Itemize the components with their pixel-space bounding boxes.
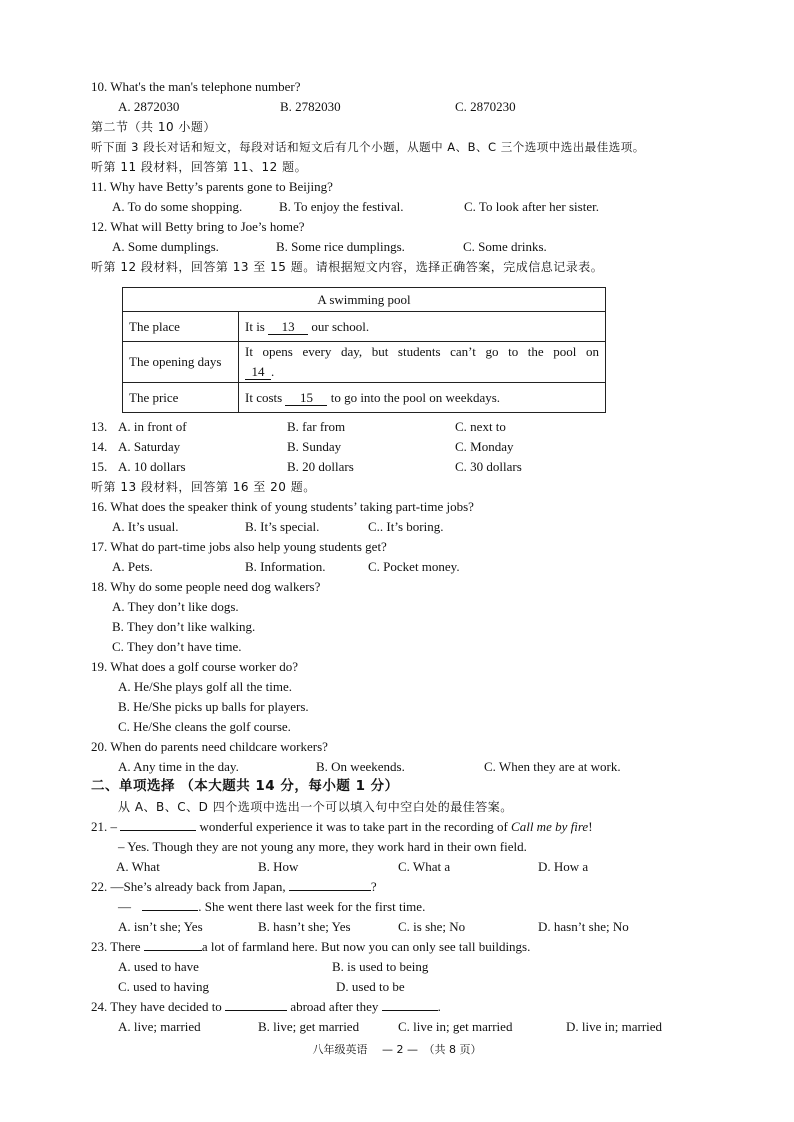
q10-option-a: A. 2872030 [118, 99, 180, 114]
q23-option-a: A. used to have [118, 959, 199, 974]
q10-option-c: C. 2870230 [455, 99, 516, 114]
part2-title: 二、单项选择 （本大题共 14 分，每小题 1 分） [91, 778, 399, 794]
q14-option-c: C. Monday [455, 439, 514, 454]
q19-option-c: C. He/She cleans the golf course. [118, 719, 291, 734]
q22-pre: 22. —She’s already back from Japan, [91, 879, 286, 894]
table-row-price-value [239, 383, 606, 413]
q19-option-b: B. He/She picks up balls for players. [118, 699, 309, 714]
q18-option-a: A. They don’t like dogs. [112, 599, 239, 614]
blank-13: 13 [268, 320, 308, 335]
q24-option-c: C. live in; get married [398, 1019, 513, 1034]
q11-stem: 11. Why have Betty’s parents gone to Beijing? [91, 179, 333, 194]
table-opening-days-text: It opens every day, but students can’t go to the pool on [245, 344, 599, 359]
table-row-opening-days-value [239, 342, 606, 383]
table-row-place-label: The place [123, 312, 239, 342]
q19-option-a: A. He/She plays golf all the time. [118, 679, 293, 694]
q22-option-c: C. is she; No [398, 919, 466, 934]
q17-option-a: A. Pets. [112, 559, 153, 574]
q24-option-b: B. live; get married [258, 1019, 360, 1034]
q11-option-a: A. To do some shopping. [112, 199, 243, 214]
q22-option-a: A. isn’t she; Yes [118, 919, 203, 934]
q23-blank [144, 950, 202, 951]
q22-option-b: B. hasn’t she; Yes [258, 919, 351, 934]
q16-option-c: C.. It’s boring. [368, 519, 444, 534]
q19-stem: 19. What does a golf course worker do? [91, 659, 298, 674]
table-row-opening-days-label: The opening days [123, 342, 239, 383]
q10-stem: 10. What's the man's telephone number? [91, 79, 301, 94]
q13-option-c: C. next to [455, 419, 506, 434]
q20-option-c: C. When they are at work. [484, 759, 621, 774]
q22-reply-text: . She went there last week for the first time. [198, 899, 426, 914]
blank-14: 14 [245, 365, 271, 380]
table-price-post: to go into the pool on weekdays. [330, 389, 501, 405]
q23-option-d: D. used to be [336, 979, 405, 994]
table-opening-days-post: . [271, 364, 275, 379]
q21-option-b: B. How [258, 859, 299, 874]
table-title: A swimming pool [123, 288, 606, 312]
q22-option-d: D. hasn’t she; No [538, 919, 629, 934]
q12-option-b: B. Some rice dumplings. [276, 239, 405, 254]
material11-heading: 听第 11 段材料，回答第 11、12 题。 [91, 160, 308, 174]
q14-number: 14. [91, 439, 108, 454]
q24-pre: 24. They have decided to [91, 999, 222, 1014]
q20-option-a: A. Any time in the day. [118, 759, 239, 774]
q15-option-a: A. 10 dollars [118, 459, 186, 474]
q22-blank-2 [142, 910, 198, 911]
q23-post: a lot of farmland here. But now you can only see tall buildings. [201, 939, 531, 954]
q22-reply-dash: — [118, 899, 131, 914]
q23-pre: 23. There [91, 939, 141, 954]
table-price-pre: It costs [245, 389, 283, 405]
section2-title: 第二节（共 10 小题） [91, 120, 216, 134]
q24-stem [91, 999, 441, 1015]
page-footer: 八年级英语 — 2 — （共 8 页） [312, 1043, 482, 1056]
q21-pre: 21. – [91, 819, 117, 834]
q18-stem: 18. Why do some people need dog walkers? [91, 579, 321, 594]
q12-stem: 12. What will Betty bring to Joe’s home? [91, 219, 305, 234]
q12-option-a: A. Some dumplings. [112, 239, 219, 254]
q18-option-c: C. They don’t have time. [112, 639, 242, 654]
part2-instruction: 从 A、B、C、D 四个选项中选出一个可以填入句中空白处的最佳答案。 [118, 800, 513, 814]
q21-option-d: D. How a [538, 859, 589, 874]
q24-blank-2 [382, 1010, 438, 1011]
q10-option-b: B. 2782030 [280, 99, 341, 114]
table-row-price-label: The price [123, 383, 239, 413]
table-place-post: our school. [311, 318, 370, 334]
q21-end: ! [588, 819, 593, 834]
q22-blank-1 [289, 890, 371, 891]
material12-heading: 听第 12 段材料，回答第 13 至 15 题。请根据短文内容，选择正确答案，完成信息记录表。 [91, 260, 604, 274]
q21-blank [120, 830, 196, 831]
q20-stem: 20. When do parents need childcare workers? [91, 739, 328, 754]
q15-option-b: B. 20 dollars [287, 459, 354, 474]
q17-stem: 17. What do part-time jobs also help young students get? [91, 539, 387, 554]
q11-option-c: C. To look after her sister. [464, 199, 599, 214]
q21-reply: – Yes. Though they are not young any more, they work hard in their own field. [118, 839, 527, 854]
q17-option-b: B. Information. [245, 559, 326, 574]
q24-blank-1 [225, 1010, 287, 1011]
q21-option-a: A. What [116, 859, 160, 874]
q24-end: . [437, 999, 441, 1014]
swimming-pool-info-table [122, 287, 606, 413]
q14-option-a: A. Saturday [118, 439, 181, 454]
q23-option-c: C. used to having [118, 979, 209, 994]
q14-option-b: B. Sunday [287, 439, 342, 454]
table-row-place-value [239, 312, 606, 342]
q22-reply [118, 899, 425, 915]
q16-option-b: B. It’s special. [245, 519, 320, 534]
q23-stem [91, 939, 530, 955]
q21-stem [91, 819, 593, 835]
q21-title: Call me by fire [511, 819, 589, 834]
q17-option-c: C. Pocket money. [368, 559, 460, 574]
q11-option-b: B. To enjoy the festival. [279, 199, 404, 214]
q18-option-b: B. They don’t like walking. [112, 619, 256, 634]
q20-option-b: B. On weekends. [316, 759, 405, 774]
q23-option-b: B. is used to being [332, 959, 429, 974]
q15-option-c: C. 30 dollars [455, 459, 522, 474]
q13-option-b: B. far from [287, 419, 346, 434]
q16-option-a: A. It’s usual. [112, 519, 179, 534]
q21-post: wonderful experience it was to take part in the recording of [199, 819, 508, 834]
q13-option-a: A. in front of [118, 419, 187, 434]
q21-option-c: C. What a [398, 859, 451, 874]
q12-option-c: C. Some drinks. [463, 239, 547, 254]
q13-number: 13. [91, 419, 108, 434]
q22-end: ? [370, 879, 377, 894]
q24-mid: abroad after they [290, 999, 379, 1014]
q16-stem: 16. What does the speaker think of young students’ taking part-time jobs? [91, 499, 474, 514]
blank-15: 15 [285, 391, 327, 406]
section2-instruction: 听下面 3 段长对话和短文，每段对话和短文后有几个小题，从题中 A、B、C 三个选项中选出最佳选项。 [91, 140, 645, 154]
material13-heading: 听第 13 段材料，回答第 16 至 20 题。 [91, 480, 316, 494]
q15-number: 15. [91, 459, 108, 474]
q24-option-a: A. live; married [118, 1019, 201, 1034]
q22-stem [91, 879, 377, 895]
q24-option-d: D. live in; married [566, 1019, 663, 1034]
table-place-pre: It is [245, 318, 265, 334]
